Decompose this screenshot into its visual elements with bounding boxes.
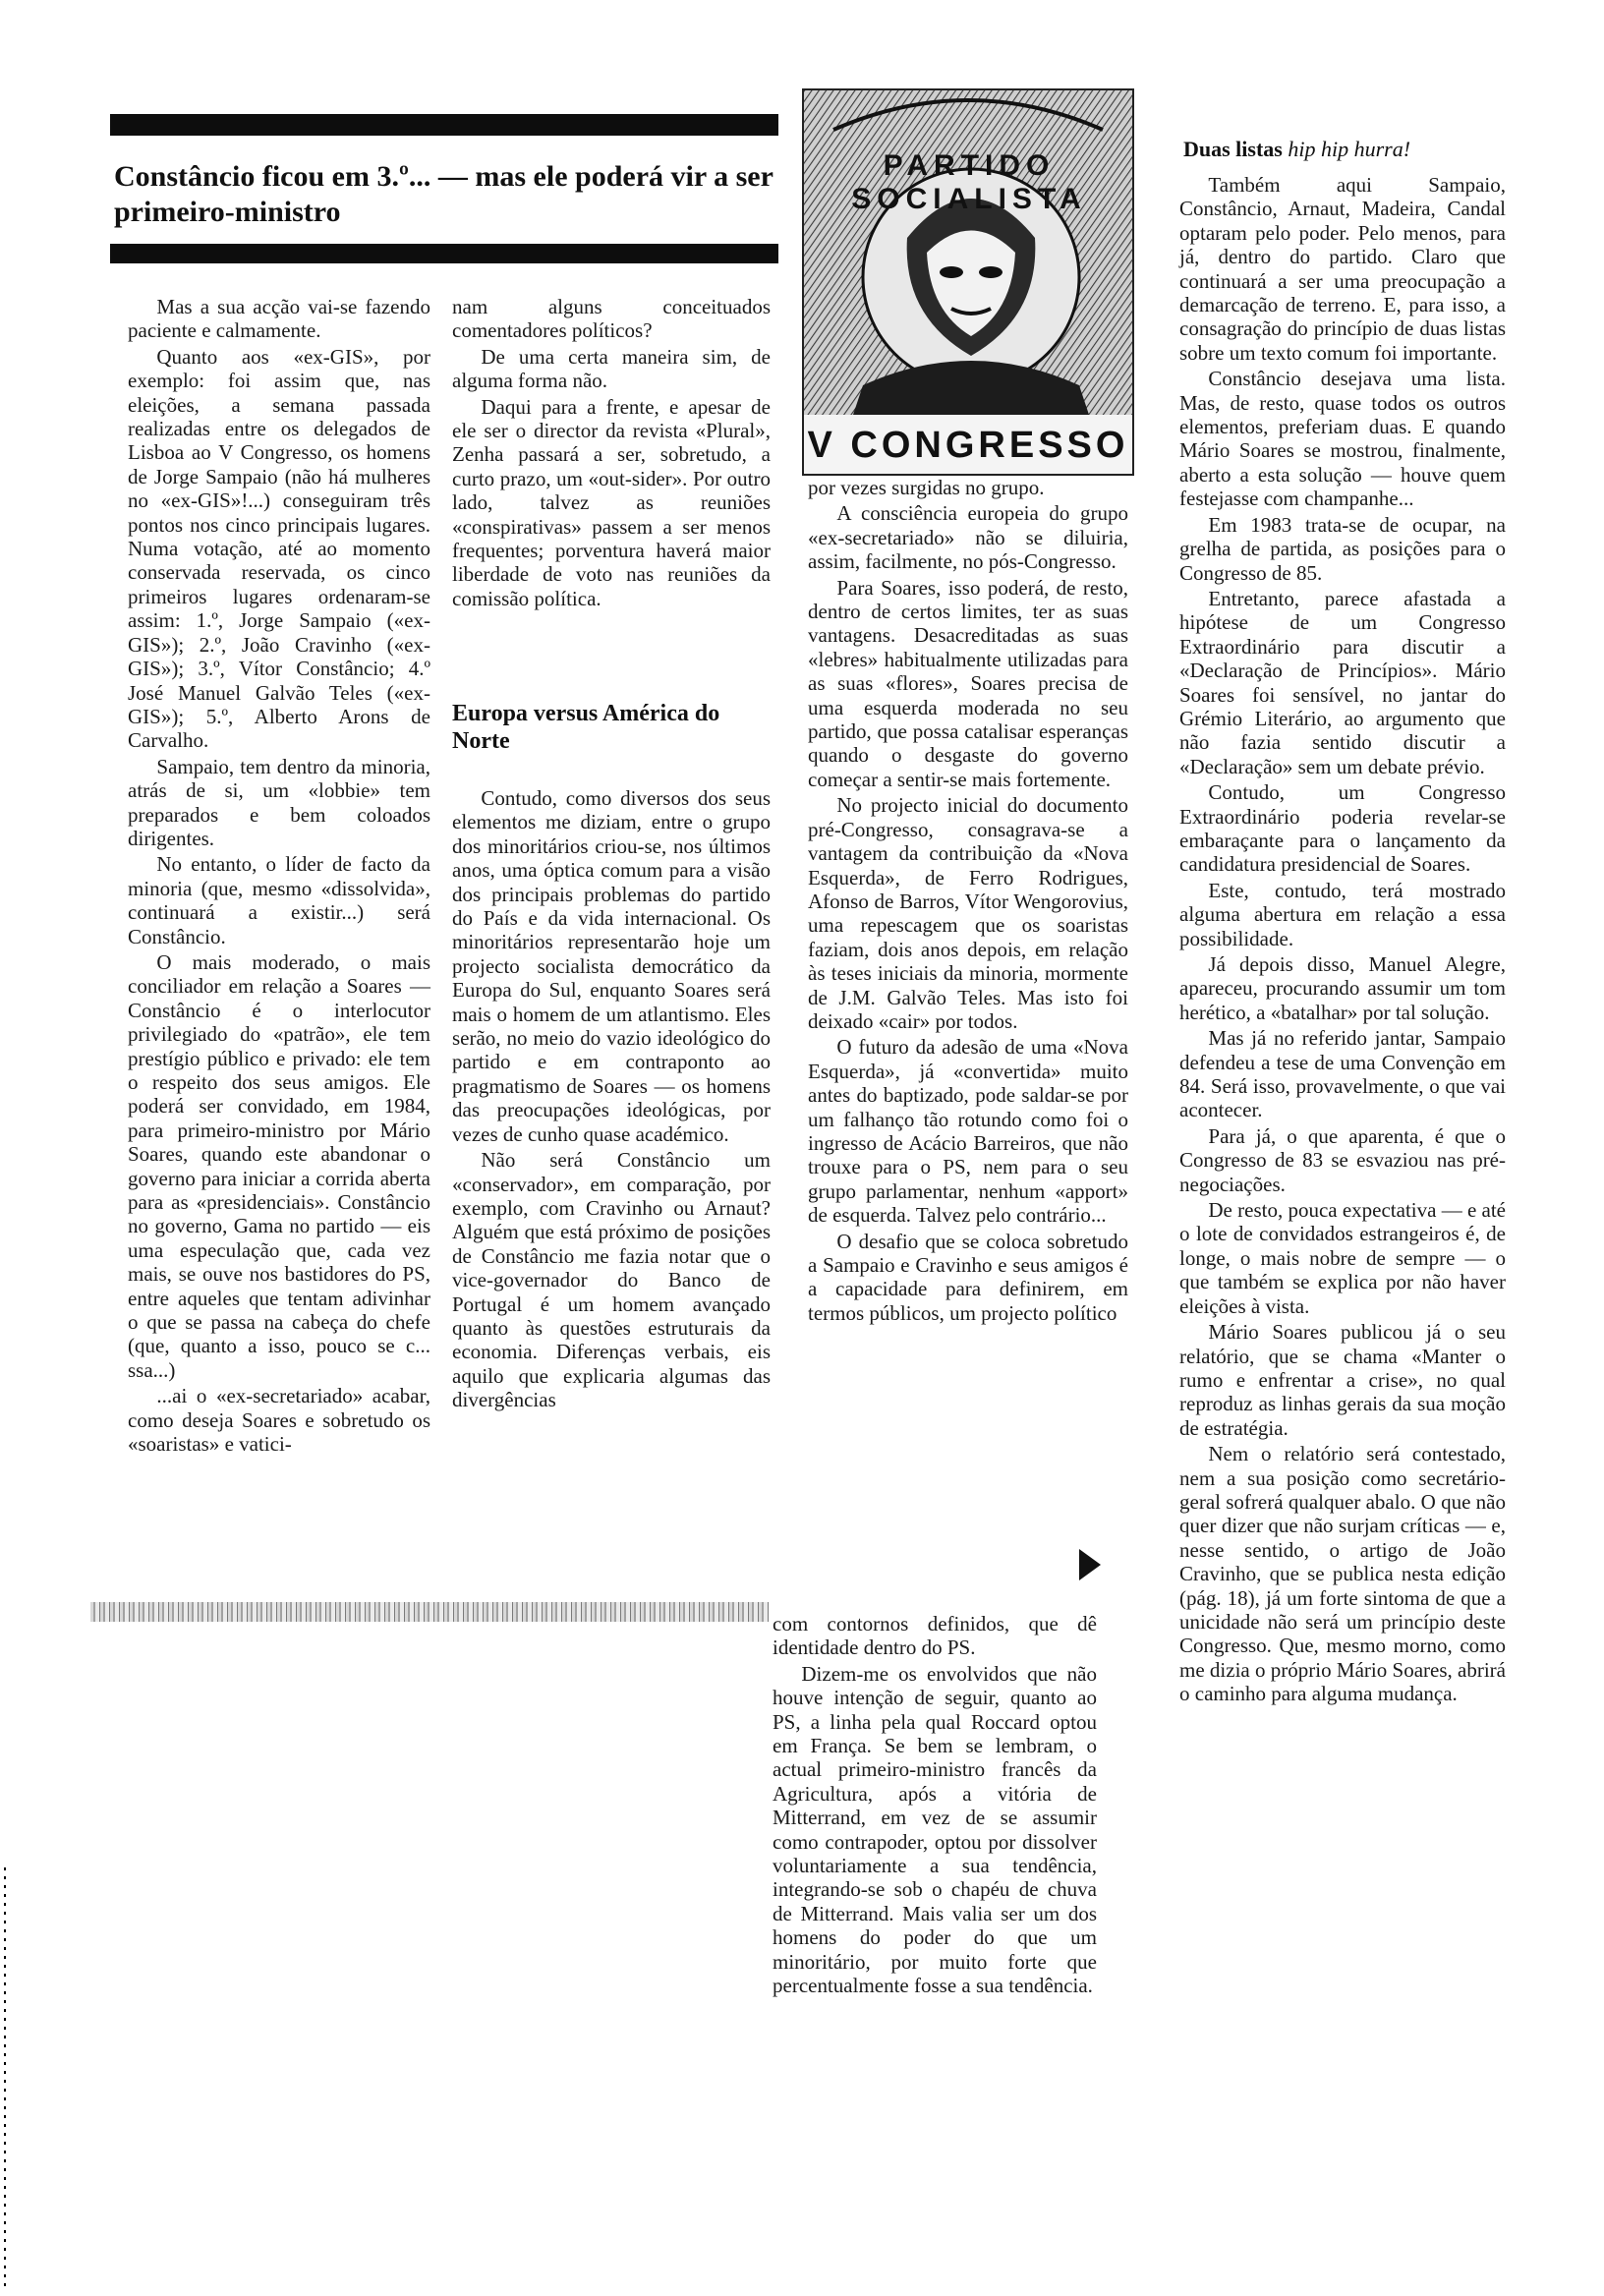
- paragraph: Entretanto, parece afastada a hipótese de um Congresso Extraordinário para discutir a «Declaração de Princípios». Mário Soares foi sensível, no jantar do Grémio Literário, ao argumento que não fazia sentido discutir a «Declaração» sem um debate prévio.: [1179, 586, 1506, 778]
- paragraph: com contornos definidos, que dê identidade dentro do PS.: [773, 1612, 1097, 1660]
- paragraph: Também aqui Sampaio, Constâncio, Arnaut, Madeira, Candal optaram pelo poder. Pelo menos, para já, dentro do partido. Claro que continuará a ser uma preocupação a demarcação de terreno. E, para isso, a consagração do princípio de duas listas sobre um texto comum foi importante.: [1179, 173, 1506, 365]
- article-column-2-continued: [452, 786, 771, 1412]
- paragraph: Quanto aos «ex-GIS», por exemplo: foi assim que, nas eleições, a semana passada realizadas entre os delegados de Lisboa ao V Congresso, os homens de Jorge Sampaio (não há mulheres no «ex-GIS»!...) conseguiram três pontos nos cinco principais lugares. Numa votação, até ao momento conservada reservada, os cinco primeiros lugares ordenaram-se assim: 1.º, Jorge Sampaio («ex-GIS»); 2.º, João Cravinho («ex-GIS»); 3.º, Vítor Constâncio; 4.º José Manuel Galvão Teles («ex-GIS»); 5.º, Alberto Arons de Carvalho.: [128, 344, 430, 753]
- congress-portrait-image: [802, 88, 1134, 476]
- article-column-1: [128, 295, 430, 1457]
- paragraph: Contudo, como diversos dos seus elementos me diziam, entre o grupo dos minoritários criou-se, nos últimos anos, uma óptica comum para a visão dos principais problemas do partido do País e da vida internacional. Os minoritários representarão hoje um projecto socialista democrático da Europa do Sul, enquanto Soares será mais o homem de um atlantismo. Eles serão, no meio do vazio ideológico do partido e em contraponto ao pragmatismo de Soares — os homens das preocupações ideológicas, por vezes de cunho quase académico.: [452, 786, 771, 1146]
- paragraph: Constâncio desejava uma lista. Mas, de resto, quase todos os outros elementos, preferiam duas. E quando Mário Soares se mostrou, finalmente, aberto a esta solução — houve quem festejasse com champanhe...: [1179, 367, 1506, 511]
- image-banner-text: V CONGRESSO: [807, 425, 1129, 466]
- paragraph: Para já, o que aparenta, é que o Congresso de 83 se esvaziou nas pré-negociações.: [1179, 1123, 1506, 1196]
- headline-bottom-rule: [110, 244, 778, 263]
- paragraph: Não será Constâncio um «conservador», em comparação, por exemplo, com Cravinho ou Arnaut? Alguém que está próximo de posições de Constâncio me fazia notar que o vice-governador do Banco de Portugal é um homem avançado quanto às questões estruturais da economia. Diferenças verbais, eis aquilo que explicaria algumas das divergências: [452, 1148, 771, 1412]
- paragraph: Mas a sua acção vai-se fazendo paciente e calmamente.: [128, 295, 430, 343]
- section-subhead-europa: Europa versus América do Norte: [452, 701, 720, 754]
- paragraph: Sampaio, tem dentro da minoria, atrás de si, um «lobbie» tem preparados e bem coloados dirigentes.: [128, 754, 430, 850]
- scan-noise-strip: [90, 1602, 769, 1622]
- headline-top-rule: [110, 114, 778, 136]
- paragraph: nam alguns conceituados comentadores políticos?: [452, 295, 771, 343]
- paragraph: Contudo, um Congresso Extraordinário poderia revelar-se embaraçante para o lançamento da candidatura presidencial de Soares.: [1179, 780, 1506, 877]
- paragraph: O desafio que se coloca sobretudo a Sampaio e Cravinho e seus amigos é a capacidade para definirem, em termos públicos, um projecto político: [808, 1229, 1128, 1325]
- portrait-graphic: [804, 90, 1132, 474]
- paragraph: Para Soares, isso poderá, de resto, dentro de certos limites, ter as suas vantagens. Desacreditadas as suas «lebres» habitualmente utilizadas para as suas «flores», Soares precisa de uma esquerda moderada no seu partido, que possa catalisar esperanças quando o desgaste do governo começar a sentir-se mais fortemente.: [808, 575, 1128, 791]
- section-subhead-duas-listas: [1183, 136, 1508, 163]
- article-column-3-continued: [773, 1612, 1097, 1998]
- paragraph: Nem o relatório será contestado, nem a sua posição como secretário-geral sofrerá qualquer abalo. O que não quer dizer que não surjam críticas — e, nesse sentido, o artigo de João Cravinho, que se publica nesta edição (pág. 18), já um forte sintoma de que a unicidade não será um princípio deste Congresso. Que, mesmo morno, como me dizia o próprio Mário Soares, abrirá o caminho para alguma mudança.: [1179, 1442, 1506, 1706]
- paragraph: O mais moderado, o mais conciliador em relação a Soares — Constâncio é o interlocutor privilegiado do «patrão», ele tem prestígio público e privado: ele tem o respeito dos seus amigos. Ele poderá ser convidado, em 1984, para primeiro-ministro por Mário Soares, quando este abandonar o governo para iniciar a corrida aberta para as «presidenciais». Constâncio no governo, Gama no partido — eis uma especulação que, cada vez mais, se ouve nos bastidores do PS, entre aqueles que tentam adivinhar o que se passa na cabeça do chefe (que, quanto a isso, pouco se c... ssa...): [128, 949, 430, 1382]
- subhead-italic: hip hip hurra!: [1288, 137, 1411, 161]
- paragraph: Este, contudo, terá mostrado alguma abertura em relação a essa possibilidade.: [1179, 878, 1506, 950]
- scan-edge-marks: [4, 1867, 6, 2290]
- subhead-bold: Duas listas: [1183, 137, 1283, 161]
- paragraph: Já depois disso, Manuel Alegre, apareceu, procurando assumir um tom herético, a «batalhar» por tal solução.: [1179, 952, 1506, 1024]
- paragraph: Daqui para a frente, e apesar de ele ser o director da revista «Plural», Zenha passará a ser, sobretudo, a curto prazo, um «out-sider». Por outro lado, talvez as reuniões «conspirativas» passem a ser menos frequentes; porventura haverá maior liberdade de voto nas reuniões da comissão política.: [452, 394, 771, 610]
- paragraph: Dizem-me os envolvidos que não houve intenção de seguir, quanto ao PS, a linha pela qual Roccard optou em França. Se bem se lembram, o actual primeiro-ministro francês da Agricultura, após a vitória de Mitterrand, em vez de se assumir como contrapoder, optou por dissolver voluntariamente a sua tendência, integrando-se sob o chapéu de chuva de Mitterrand. Mais valia ser um dos homens do poder do que um minoritário, por muito forte que percentualmente fosse a sua tendência.: [773, 1661, 1097, 1998]
- article-column-4: [1179, 173, 1506, 1706]
- paragraph: A consciência europeia do grupo «ex-secretariado» não se diluiria, assim, facilmente, no pós-Congresso.: [808, 501, 1128, 574]
- paragraph: Mário Soares publicou já o seu relatório, que se chama «Manter o rumo e enfrentar a crise», no qual reproduz as linhas gerais da sua moção de estratégia.: [1179, 1320, 1506, 1440]
- headline: Constâncio ficou em 3.º... — mas ele poderá vir a ser primeiro-ministro: [114, 160, 773, 228]
- paragraph: O futuro da adesão de uma «Nova Esquerda», já «convertida» muito antes do baptizado, pode saldar-se por um falhanço tão rotundo como foi o ingresso de Acácio Barreiros, que não trouxe para o PS, nem para o seu grupo parlamentar, nenhum «apport» de esquerda. Talvez pelo contrário...: [808, 1035, 1128, 1228]
- paragraph: por vezes surgidas no grupo.: [808, 476, 1045, 499]
- paragraph: Mas já no referido jantar, Sampaio defendeu a tese de uma Convenção em 84. Será isso, provavelmente, o que vai acontecer.: [1179, 1026, 1506, 1122]
- paragraph: Em 1983 trata-se de ocupar, na grelha de partida, as posições para o Congresso de 85.: [1179, 512, 1506, 585]
- paragraph: De uma certa maneira sim, de alguma forma não.: [452, 344, 771, 393]
- paragraph: De resto, pouca expectativa — e até o lote de convidados estrangeiros é, de longe, o mais nobre de sempre — o que também se explica por não haver eleições à vista.: [1179, 1198, 1506, 1318]
- continue-arrow-icon: [1079, 1549, 1101, 1580]
- paragraph: No entanto, o líder de facto da minoria (que, mesmo «dissolvida», continuará a existir...) será Constâncio.: [128, 852, 430, 948]
- image-arc-text: PARTIDO SOCIALISTA: [851, 149, 1087, 215]
- article-column-3: [808, 476, 1128, 1325]
- paragraph: ...ai o «ex-secretariado» acabar, como deseja Soares e sobretudo os «soaristas» e vatici-: [128, 1384, 430, 1457]
- article-column-2: [452, 295, 771, 610]
- paragraph: No projecto inicial do documento pré-Congresso, consagrava-se a vantagem da contribuição da «Nova Esquerda», de Ferro Rodrigues, Afonso de Barros, Vítor Wengorovius, uma repescagem que os soaristas faziam, dois anos depois, em relação às teses iniciais da minoria, mormente de J.M. Galvão Teles. Mas isto foi deixado «cair» por todos.: [808, 793, 1128, 1033]
